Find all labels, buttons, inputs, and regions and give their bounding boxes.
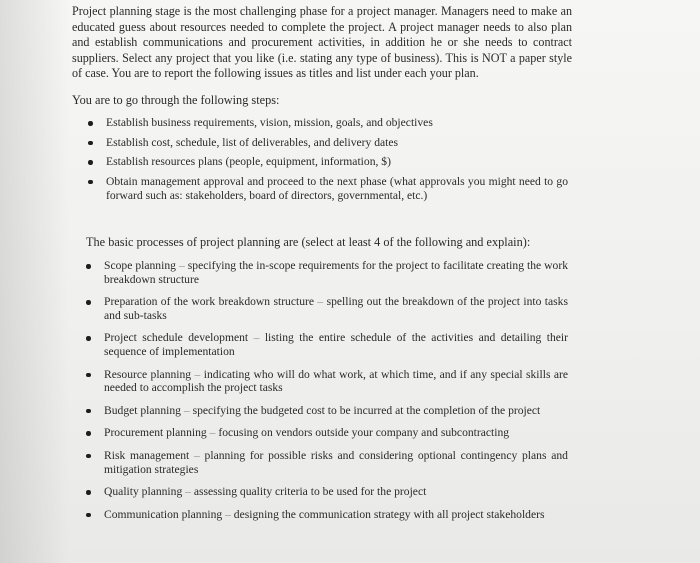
separator: – [253,331,260,345]
bullet-icon [86,431,91,436]
bullet-icon [86,490,91,495]
process-term: Project schedule development [104,331,249,345]
process-item [86,368,568,395]
separator: – [209,426,216,440]
step-item [88,155,568,169]
process-item [86,426,568,440]
separator: – [183,403,190,417]
step-text: Establish resources plans (people, equipment, information, $) [106,155,391,168]
bullet-icon [86,300,91,305]
process-desc: planning for possible risks and considering optional contingency plans and mitigation strategies [104,448,568,476]
process-item [86,259,568,286]
step-item [88,116,568,130]
process-term: Quality planning [104,485,183,499]
process-desc: designing the communication strategy with all project stakeholders [233,507,545,521]
step-text: Establish cost, schedule, list of deliverables, and delivery dates [106,135,399,149]
bullet-icon [86,409,91,414]
separator: – [178,259,185,272]
process-item [86,331,568,358]
steps-heading: You are to go through the following steps: [72,93,280,107]
bullet-icon [88,121,93,126]
process-desc: specifying the budgeted cost to be incurred at the completion of the project [192,403,541,417]
separator: – [185,485,191,499]
step-item [88,175,568,203]
process-term: Communication planning [104,507,223,521]
process-item [86,404,568,418]
bullet-icon [88,160,93,165]
separator: – [225,507,231,521]
page-shadow [0,0,70,563]
process-term: Procurement planning [104,426,207,440]
bullet-icon [86,336,91,341]
process-term: Scope planning [104,259,176,272]
process-desc: assessing quality criteria to be used for the project [193,485,427,499]
bullet-icon [86,373,91,378]
bullet-icon [88,180,93,185]
process-item [86,485,568,499]
process-desc: listing the entire schedule of the activities and detailing their sequence of implementation [104,331,568,358]
step-item [88,136,568,150]
separator: – [194,448,200,462]
steps-list [88,116,568,208]
process-term: Resource planning [104,367,192,381]
process-item [86,508,568,522]
step-text: Establish business requirements, vision, mission, goals, and objectives [106,116,433,129]
separator: – [194,367,201,381]
process-desc: specifying the in-scope requirements for the project to facilitate creating the work breakdown structure [104,259,569,286]
process-desc: spelling out the breakdown of the project into tasks and sub-tasks [104,295,568,322]
processes-heading: The basic processes of project planning are (select at least 4 of the following and explain): [86,235,531,249]
process-desc: indicating who will do what work, at which time, and if any special skills are needed to accomplish the project tasks [104,367,569,395]
intro-paragraph: Project planning stage is the most challenging phase for a project manager. Managers need to make an educated guess about resources needed to complete the project. A project manager needs to also plan and establish communications and procurement activities, in addition he or she needs to contract suppliers. Select any project that you like (i.e. stating any type of business). This is NOT a paper style of case. You are to report the following issues as titles and list under each your plan. [72,4,572,80]
process-desc: focusing on vendors outside your company and subcontracting [218,426,510,440]
process-term: Budget planning [104,403,181,417]
process-item [86,295,568,322]
process-item [86,449,568,476]
bullet-icon [86,513,91,518]
separator: – [317,295,324,309]
bullet-icon [88,141,93,146]
step-text: Obtain management approval and proceed to the next phase (what approvals you might need to go forward such as: stakeholders, board of directors, governmental, etc.) [106,174,568,202]
processes-list [86,259,568,530]
process-term: Risk management [104,448,190,462]
process-term: Preparation of the work breakdown structure [104,295,315,309]
bullet-icon [86,264,91,269]
bullet-icon [86,454,91,459]
